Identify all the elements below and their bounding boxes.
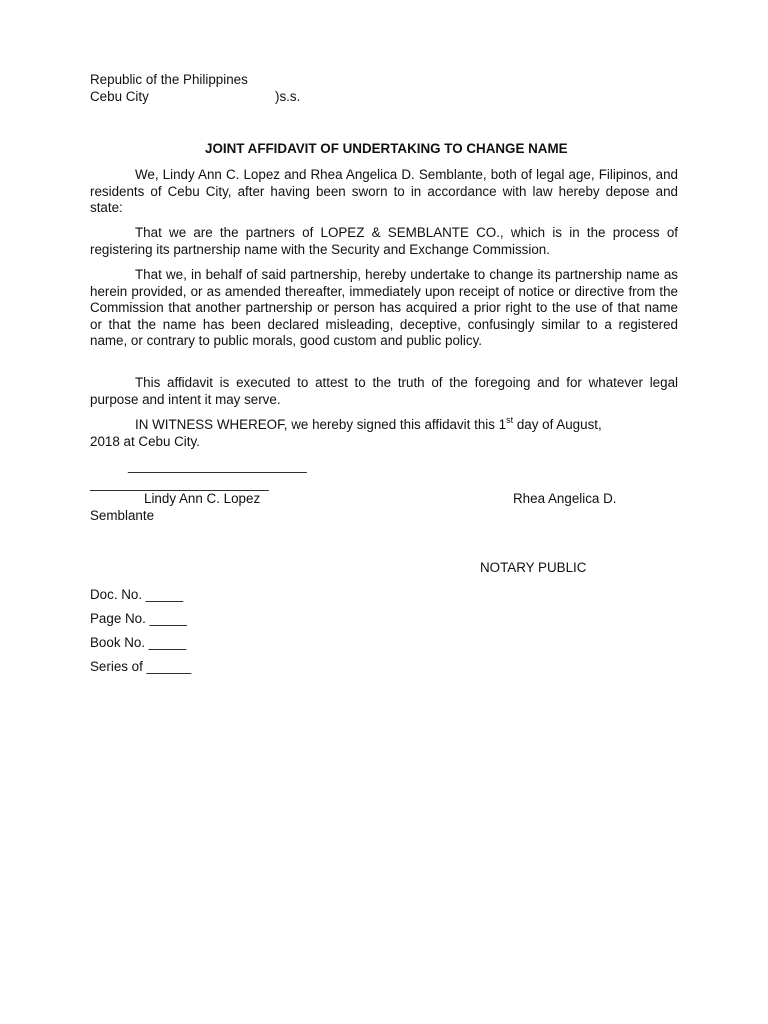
- paragraph-undertaking: [90, 267, 678, 350]
- paragraph-attest-text: This affidavit is executed to attest to the truth of the foregoing and for whatever legal purpose and intent it may serve.: [90, 375, 678, 407]
- signature-line-1: ________________________: [128, 458, 307, 473]
- header-city: Cebu City: [90, 89, 149, 104]
- paragraph-intro-text: We, Lindy Ann C. Lopez and Rhea Angelica D. Semblante, both of legal age, Filipinos, and residents of Cebu City, after having been sworn to in accordance with law hereby depose and state:: [90, 167, 678, 215]
- paragraph-partners-text: That we are the partners of LOPEZ & SEMBLANTE CO., which is in the process of registering its partnership name with the Security and Exchange Commission.: [90, 225, 678, 257]
- signer-semblante-last: Semblante: [90, 508, 155, 523]
- header-ss: )s.s.: [275, 89, 301, 104]
- doc-no: Doc. No. _____: [90, 587, 184, 602]
- signature-line-2: ________________________: [90, 476, 269, 491]
- paragraph-witness: [90, 417, 678, 450]
- paragraph-partners: [90, 225, 678, 258]
- witness-text-a: IN WITNESS WHEREOF, we hereby signed this affidavit this 1: [135, 417, 507, 432]
- page-no: Page No. _____: [90, 611, 187, 626]
- witness-text-b: day of August,: [513, 417, 602, 432]
- witness-text-c: 2018 at Cebu City.: [90, 433, 200, 449]
- series-of: Series of ______: [90, 659, 192, 674]
- document-title: JOINT AFFIDAVIT OF UNDERTAKING TO CHANGE NAME: [205, 141, 568, 156]
- book-no: Book No. _____: [90, 635, 187, 650]
- notary-public-label: NOTARY PUBLIC: [480, 560, 587, 575]
- signer-semblante-first: Rhea Angelica D.: [513, 491, 617, 506]
- paragraph-intro: [90, 167, 678, 217]
- signer-lopez: Lindy Ann C. Lopez: [144, 491, 261, 506]
- paragraph-undertaking-text: That we, in behalf of said partnership, hereby undertake to change its partnership name as herein provided, or as amended thereafter, immediately upon receipt of notice or directive from the Commission that another partnership or person has acquired a prior right to the use of that name or that the name has been declared misleading, deceptive, confusingly similar to a registered name, or contrary to public morals, good custom and public policy.: [90, 267, 678, 348]
- witness-ordinal: st: [506, 415, 514, 425]
- header-country: Republic of the Philippines: [90, 72, 248, 87]
- paragraph-attest: [90, 375, 678, 408]
